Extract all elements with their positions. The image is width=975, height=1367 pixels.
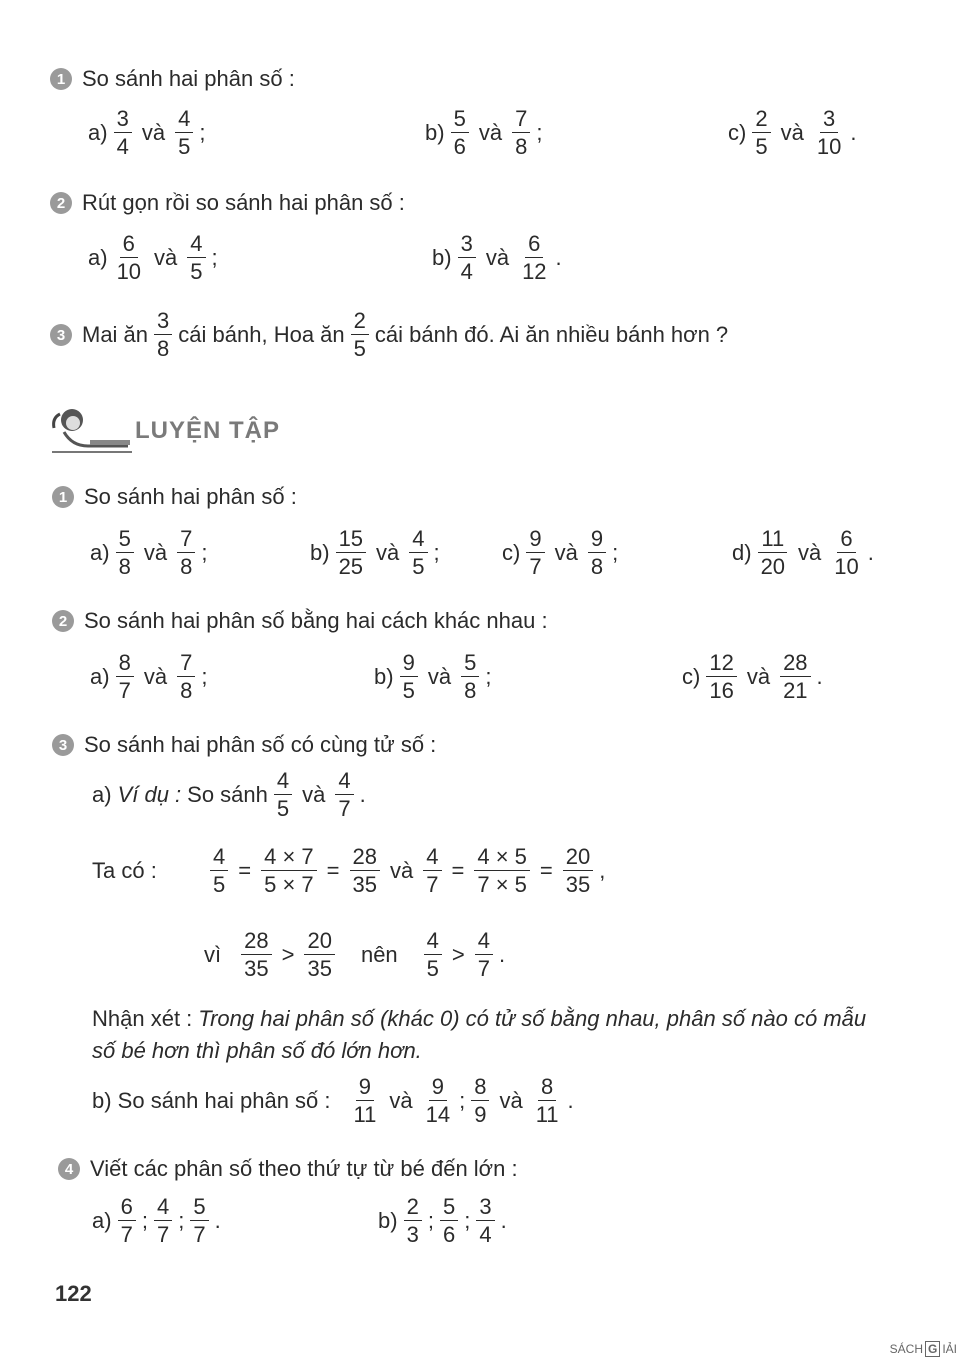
note-line-1 bbox=[92, 1006, 866, 1032]
fraction: $\frac{4}{7}$ bbox=[154, 1196, 172, 1246]
equals-sign: = bbox=[539, 858, 553, 883]
fraction: $\frac{9}{5}$ bbox=[400, 652, 418, 702]
fraction: $\frac{5}{8}$ bbox=[116, 528, 134, 578]
item-label: b) bbox=[378, 1208, 398, 1233]
fraction: $\frac{15}{25}$ bbox=[336, 528, 366, 578]
practice-3a-example bbox=[92, 770, 366, 820]
item-label: c) bbox=[682, 664, 701, 689]
exercise-number-badge: 3 bbox=[52, 734, 74, 756]
fraction: $\frac{8}{9}$ bbox=[471, 1076, 489, 1126]
punct: . bbox=[850, 120, 857, 145]
exercise-2b bbox=[432, 233, 562, 283]
fraction: $\frac{4}{5}$ bbox=[210, 846, 228, 896]
fraction: $\frac{3}{4}$ bbox=[458, 233, 476, 283]
item-label: b) bbox=[432, 245, 452, 270]
exercise-number-badge: 3 bbox=[50, 324, 72, 346]
note-text: số bé hơn thì phân số đó lớn hơn. bbox=[92, 1038, 422, 1063]
publisher-logo bbox=[890, 1341, 957, 1357]
exercise-1a bbox=[88, 108, 205, 158]
practice-2a bbox=[90, 652, 207, 702]
punct: ; bbox=[199, 120, 206, 145]
equals-sign: = bbox=[451, 858, 465, 883]
note-text: Trong hai phân số (khác 0) có tử số bằng nhau, phân số nào có mẫu bbox=[198, 1006, 867, 1031]
exercise-number-badge: 1 bbox=[50, 68, 72, 90]
fraction: $\frac{4}{7}$ bbox=[423, 846, 441, 896]
exercise-title: So sánh hai phân số : bbox=[82, 66, 295, 91]
fraction: $\frac{9}{11}$ bbox=[353, 1074, 377, 1127]
item-label: a) bbox=[92, 782, 112, 807]
punct: . bbox=[567, 1088, 574, 1113]
item-label: b) bbox=[374, 664, 394, 689]
word-and: và bbox=[143, 664, 168, 689]
exercise-3-row bbox=[50, 310, 728, 360]
text: vì bbox=[204, 942, 222, 967]
punct: ; bbox=[433, 540, 440, 565]
exercise-number-badge: 4 bbox=[58, 1158, 80, 1180]
word-and: và bbox=[154, 245, 178, 270]
fraction: $\frac{9}{7}$ bbox=[526, 528, 544, 578]
equation-row bbox=[92, 846, 605, 896]
text: cái bánh đó. Ai ăn nhiều bánh hơn ? bbox=[374, 322, 729, 347]
fraction: $\frac{8}{7}$ bbox=[116, 652, 134, 702]
exercise-title: So sánh hai phân số : bbox=[84, 484, 297, 509]
punct: ; bbox=[201, 540, 208, 565]
fraction: $\frac{5}{6}$ bbox=[451, 108, 469, 158]
practice-1a bbox=[90, 528, 207, 578]
exercise-number-badge: 2 bbox=[50, 192, 72, 214]
greater-sign: > bbox=[451, 942, 465, 967]
note-label: Nhận xét : bbox=[92, 1006, 193, 1031]
item-label: c) bbox=[728, 120, 747, 145]
punct: . bbox=[867, 540, 874, 565]
word-and: và bbox=[427, 664, 452, 689]
practice-3b bbox=[92, 1076, 574, 1126]
fraction: $\frac{4}{5}$ bbox=[424, 930, 442, 980]
equals-sign: = bbox=[238, 858, 252, 883]
punct: ; bbox=[459, 1088, 466, 1113]
text: cái bánh, Hoa ăn bbox=[178, 322, 345, 347]
punct: ; bbox=[201, 664, 208, 689]
fraction: $\frac{4}{7}$ bbox=[335, 770, 353, 820]
fraction: $\frac{20}{35}$ bbox=[563, 846, 593, 896]
text: b) So sánh hai phân số : bbox=[92, 1088, 331, 1113]
item-label: a) bbox=[90, 664, 110, 689]
item-label: b) bbox=[425, 120, 445, 145]
item-label: a) bbox=[88, 245, 108, 270]
fraction: $\frac{20}{35}$ bbox=[304, 930, 334, 980]
logo-mark: G bbox=[925, 1341, 940, 1357]
practice-1c bbox=[502, 528, 618, 578]
item-label: a) bbox=[90, 540, 110, 565]
fraction: $\frac{6}{10}$ bbox=[834, 526, 859, 579]
fraction: $\frac{7}{8}$ bbox=[177, 652, 195, 702]
punct: ; bbox=[178, 1208, 185, 1233]
punct: ; bbox=[536, 120, 543, 145]
fraction: $\frac{2}{5}$ bbox=[752, 108, 770, 158]
word-and: và bbox=[389, 1088, 413, 1113]
word-and: và bbox=[390, 858, 414, 883]
fraction: $\frac{4 \times 5}{7 \times 5}$ bbox=[474, 846, 530, 896]
practice-1d bbox=[732, 528, 874, 578]
fraction: $\frac{12}{16}$ bbox=[706, 652, 736, 702]
word-and: và bbox=[554, 540, 578, 565]
fraction: $\frac{7}{8}$ bbox=[512, 108, 530, 158]
fraction: $\frac{3}{10}$ bbox=[816, 106, 842, 159]
word-and: và bbox=[478, 120, 503, 145]
practice-1-title-row bbox=[52, 484, 297, 510]
word-and: và bbox=[302, 782, 326, 807]
fraction: $\frac{5}{6}$ bbox=[440, 1196, 458, 1246]
fraction: $\frac{5}{8}$ bbox=[461, 652, 479, 702]
fraction: $\frac{5}{7}$ bbox=[190, 1196, 208, 1246]
fraction: $\frac{11}{20}$ bbox=[758, 528, 788, 578]
note-line-2 bbox=[92, 1038, 422, 1064]
practice-2c bbox=[682, 652, 823, 702]
word-and: và bbox=[143, 540, 168, 565]
exercise-2a bbox=[88, 233, 218, 283]
practice-3-title-row bbox=[52, 732, 436, 758]
exercise-1b bbox=[425, 108, 542, 158]
fraction: $\frac{4}{5}$ bbox=[187, 233, 205, 283]
fraction: $\frac{28}{35}$ bbox=[350, 846, 380, 896]
practice-4-title-row bbox=[58, 1156, 518, 1182]
exercise-title: Viết các phân số theo thứ tự từ bé đến lớn : bbox=[90, 1156, 518, 1181]
practice-4b bbox=[378, 1196, 507, 1246]
punct: . bbox=[816, 664, 823, 689]
item-label: a) bbox=[92, 1208, 112, 1233]
fraction: $\frac{8}{11}$ bbox=[535, 1074, 559, 1127]
fraction: $\frac{28}{35}$ bbox=[241, 930, 271, 980]
punct: ; bbox=[612, 540, 619, 565]
page-number: 122 bbox=[55, 1281, 92, 1306]
fraction: $\frac{6}{12}$ bbox=[522, 231, 547, 284]
fraction: $\frac{4}{5}$ bbox=[274, 770, 292, 820]
text: nên bbox=[360, 942, 398, 967]
practice-1b bbox=[310, 528, 440, 578]
item-label: a) bbox=[88, 120, 108, 145]
exercise-number-badge: 1 bbox=[52, 486, 74, 508]
punct: ; bbox=[427, 1208, 434, 1233]
fraction: $\frac{9}{8}$ bbox=[588, 528, 606, 578]
fraction: $\frac{2}{5}$ bbox=[351, 310, 369, 360]
punct: . bbox=[500, 1208, 507, 1233]
item-label: c) bbox=[502, 540, 521, 565]
fraction: $\frac{3}{4}$ bbox=[114, 108, 132, 158]
word-and: và bbox=[798, 540, 822, 565]
word-and: và bbox=[780, 120, 804, 145]
word-and: và bbox=[746, 664, 771, 689]
item-label: b) bbox=[310, 540, 330, 565]
fraction: $\frac{4 \times 7}{5 \times 7}$ bbox=[261, 846, 317, 896]
fraction: $\frac{4}{5}$ bbox=[409, 528, 427, 578]
exercise-title: So sánh hai phân số bằng hai cách khác nhau : bbox=[84, 608, 548, 633]
practice-2b bbox=[374, 652, 491, 702]
text: So sánh bbox=[187, 782, 268, 807]
fraction: $\frac{4}{5}$ bbox=[175, 108, 193, 158]
text: Mai ăn bbox=[82, 322, 149, 347]
example-label: Ví dụ : bbox=[117, 782, 182, 807]
fraction: $\frac{2}{3}$ bbox=[404, 1196, 422, 1246]
exercise-1-title-row bbox=[50, 66, 295, 92]
practice-2-title-row bbox=[52, 608, 548, 634]
section-heading bbox=[50, 402, 280, 460]
punct: ; bbox=[464, 1208, 471, 1233]
fraction: $\frac{9}{14}$ bbox=[425, 1074, 451, 1127]
fraction: $\frac{28}{21}$ bbox=[780, 652, 810, 702]
exercise-1c bbox=[728, 108, 856, 158]
exercise-title: Rút gọn rồi so sánh hai phân số : bbox=[82, 190, 405, 215]
word-and: và bbox=[485, 245, 510, 270]
exercise-number-badge: 2 bbox=[52, 610, 74, 632]
punct: . bbox=[555, 245, 562, 270]
exercise-title: So sánh hai phân số có cùng tử số : bbox=[84, 732, 437, 757]
punct: . bbox=[359, 782, 366, 807]
word-and: và bbox=[499, 1088, 523, 1113]
girl-reading-icon bbox=[50, 402, 135, 460]
text: Ta có : bbox=[92, 858, 157, 883]
logo-text: IẢI bbox=[942, 1342, 957, 1356]
fraction: $\frac{3}{8}$ bbox=[154, 310, 172, 360]
punct: . bbox=[499, 942, 506, 967]
greater-sign: > bbox=[281, 942, 295, 967]
fraction: $\frac{4}{7}$ bbox=[475, 930, 493, 980]
punct: , bbox=[599, 858, 606, 883]
exercise-2-title-row bbox=[50, 190, 405, 216]
fraction: $\frac{6}{7}$ bbox=[118, 1196, 136, 1246]
heading-title: LUYỆN TẬP bbox=[135, 417, 281, 444]
fraction: $\frac{3}{4}$ bbox=[476, 1196, 494, 1246]
item-label: d) bbox=[732, 540, 752, 565]
word-and: và bbox=[141, 120, 166, 145]
punct: ; bbox=[485, 664, 492, 689]
punct: . bbox=[214, 1208, 221, 1233]
fraction: $\frac{6}{10}$ bbox=[116, 231, 142, 284]
practice-4a bbox=[92, 1196, 221, 1246]
equals-sign: = bbox=[326, 858, 340, 883]
fraction: $\frac{7}{8}$ bbox=[177, 528, 195, 578]
punct: ; bbox=[141, 1208, 148, 1233]
word-and: và bbox=[376, 540, 400, 565]
reason-row bbox=[204, 930, 505, 980]
punct: ; bbox=[211, 245, 218, 270]
logo-text: SÁCH bbox=[889, 1342, 923, 1356]
